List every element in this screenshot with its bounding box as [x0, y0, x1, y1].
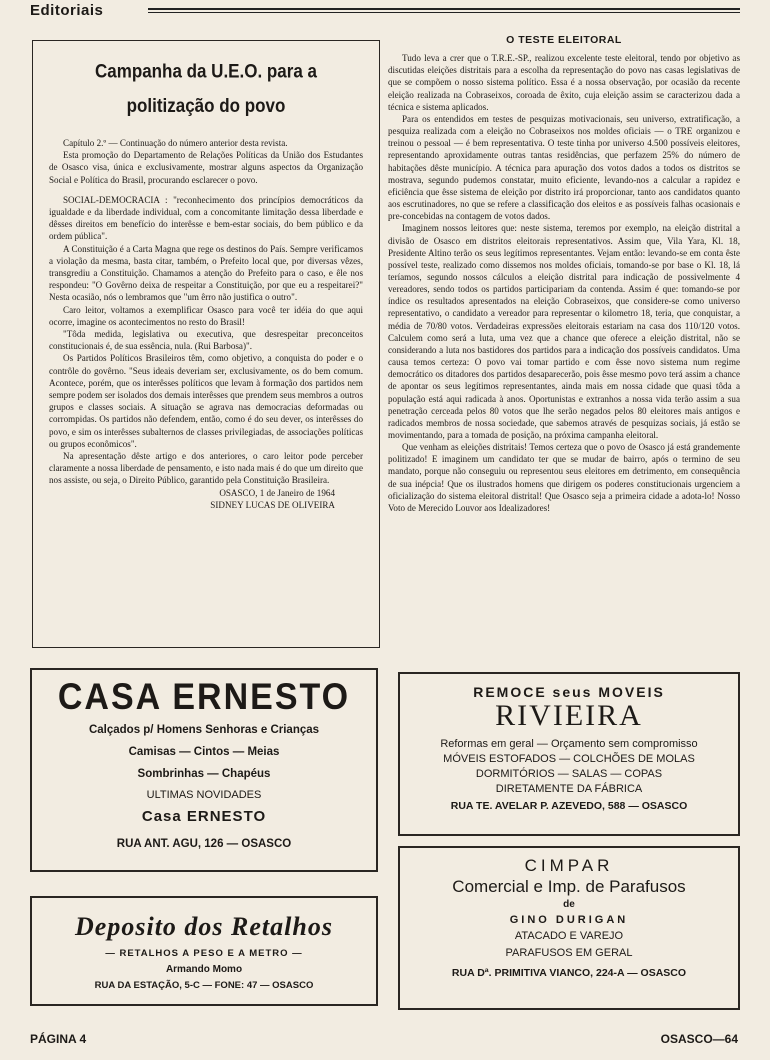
editorial-title: [33, 55, 379, 124]
page-number: PÁGINA 4: [30, 1032, 87, 1046]
ad-rivieira-line: MÓVEIS ESTOFADOS — COLCHÕES DE MOLAS: [443, 753, 695, 765]
editorial-paragraph: Esta promoção do Departamento de Relações Políticas da União dos Estudantes de Osasco visa, única e exclusivamente, mostrar alguns aspectos da Organização Social e Política do Brasil, procurando esclarecer o povo.: [49, 150, 363, 185]
ad-ernesto-address: RUA ANT. AGU, 126 — OSASCO: [116, 838, 292, 850]
editorial-article-box: [32, 40, 380, 648]
article-paragraph: Para os entendidos em testes de pesquizas motivacionais, seu universo, extratificação, a pesquiza realizada com a eleição no Cobraseixos nos moldes oficiais — o TRE organizou e treinou o pessoal — é bem representativa. O teste tinha por universo 4.500 possíveis eleitores, representando aproxidamente outras tantas residências, que perfazem 25% do número de habitações dêste município. A técnica para apuração dos votos dados a todos os distritos se mostrava, segundo pudemos constatar, muito eficiente, levando-nos a calcular a rapidez e eficiência que êsse sistema de eleição por distrito irá proporcionar, tanto aos candidatos quanto aos escrutinadores, no que se refere a classificação dos eleitos e as possíveis falhas ocasionais e pre-concebidas na contagem de votos dados.: [388, 113, 740, 222]
ad-rivieira-address: RUA TE. AVELAR P. AZEVEDO, 588 — OSASCO: [450, 800, 688, 812]
editorial-body: [49, 137, 363, 511]
editorial-paragraph: Caro leitor, voltamos a exemplificar Osasco para você ter idéia do que aqui ocorre, imagine os acontecimentos no resto do Brasil!: [49, 304, 363, 327]
page-header: [30, 2, 740, 18]
ad-deposito-retalhos: [30, 896, 378, 1006]
editorial-paragraph: "Tôda medida, legislativa ou executiva, que desrespeitar preconceitos constitucionais é, de sua essência, nula. (Rui Barbosa)".: [49, 329, 363, 352]
editorial-title-line-2: politização do povo: [126, 94, 286, 117]
ad-rivieira-title: RIVIEIRA: [495, 699, 643, 732]
editorial-date: OSASCO, 1 de Janeiro de 1964: [219, 487, 335, 498]
ad-cimpar-line: de: [563, 899, 575, 910]
ad-rivieira-line: DORMITÓRIOS — SALAS — COPAS: [475, 768, 663, 780]
editorial-paragraph: A Constituição é a Carta Magna que rege os destinos do País. Sempre verificamos a violação da mesma, basta citar, também, o Prefeito local que, por diversas vêzes, transgrediu a Constituição. Chamamos a atenção do Prefeito para o caso, e êle nos respondeu: "O Govêrno deixa de respeitar a Constituição, por que eu a respeitarei?" Nesta ocasião, nós o lembramos que "um êrro não justifica o outro".: [49, 243, 363, 303]
ad-rivieira-line: DIRETAMENTE DA FÁBRICA: [495, 783, 643, 795]
ad-ernesto-title: CASA ERNESTO: [57, 676, 351, 718]
article-paragraph: Que venham as eleições distritais! Temos certeza que o povo de Osasco já está grandemente politizado! E imaginem um candidato ter que se mudar de bairro, após o termino de seu mandato, porque não conseguiu ou representou seus eleitores em detrimento, em consequência de sua inépcia! Que os ilustrados homens que dirigem os poderes constitucionais urgenciem a oficialização do sistema eleitoral distrital! Que Osasco seja a primeira cidade a adota-lo! Nosso Voto de Merecido Louvor aos Idealizadores!: [388, 442, 740, 513]
ad-casa-ernesto: [30, 668, 378, 872]
ad-cimpar-address: RUA Dª. PRIMITIVA VIANCO, 224-A — OSASCO: [451, 967, 687, 979]
editorial-paragraph: SOCIAL-DEMOCRACIA : "reconhecimento dos princípios democráticos da igualdade e da liberdade individual, com a concomitante limitação dessa liberdade e dêsses direitos em benefício do interêsse e bem-estar sociais, do bem público e da ordem pública".: [49, 194, 363, 242]
article-paragraph: Tudo leva a crer que o T.R.E.-SP., realizou excelente teste eleitoral, tendo por objetivo as discutidas eleições distritais para a escolha da representação do povo nas casas legislativas de que se compõem o nosso sistema político. Essa é a nossa observação, por ocasião da recente eleição realizada na Cobraseixos, coroada de êxito, cuja eleição assim se caracterizou dada a técnica e sistema aplicados.: [388, 53, 740, 112]
editorial-author: SIDNEY LUCAS DE OLIVEIRA: [210, 499, 335, 510]
ad-rivieira: [398, 672, 740, 836]
ad-ernesto-line: Sombrinhas — Chapéus: [137, 768, 271, 780]
header-rule: [148, 8, 740, 13]
ad-ernesto-line: Camisas — Cintos — Meias: [128, 746, 280, 758]
electoral-test-article: [388, 30, 740, 514]
ad-ernesto-line: Calçados p/ Homens Senhoras e Crianças: [88, 724, 320, 736]
ad-retalhos-address: RUA DA ESTAÇÃO, 5-C — FONE: 47 — OSASCO: [94, 980, 314, 991]
ad-cimpar-line: ATACADO E VAREJO: [514, 930, 624, 942]
editorial-title-line-1: Campanha da U.E.O. para a: [94, 60, 317, 83]
article-paragraph: Imaginem nossos leitores que: neste sistema, teremos por exemplo, na eleição distrital a divisão de Osasco em distritos eleitorais representativos. Assim que, Vila Yara, Kl. 18, Presidente Altino terão os seus legítimos representantes. Vejam então: levando-se em conta êste possível teste, realizado como dissemos nos moldes oficiais, tomando-se por base o Kl. 18, lá teríamos, segundo nossos cálculos a eleição distrital para indicação de possivelmente 4 vereadores, sendo todos os partidos participariam da contenda. Assim é que: tomando-se por índice os resultados apresentados na eleição Cobraseixos, que considere-se como universo representativo, o candidato a vereador para representar o kilometro 18, teria, que conquistar, a média de 70/80 votos. Verdadeiras expressões eleitorais estariam na casa dos 110/120 votos. Calculem como será a luta, uma vez que a chance que oferece a eleição distrital, não se considerando a luta nos bastidores dos partidos para a indicação dos possíveis candidatos. Uma causa temos certeza: O povo vai tomar partido e com êsse novo sistema num regime democrático os ditadores dos partidos desaparecerão, pois êsse mesmo povo terá assim a chance de apontar os seus legítimos representantes, ainda mais em nossa cidade que quasi tôda a população está aqui radicada à anos. Oportunistas e extranhos a nossa vida terão assim a sua penetração cerceada pelos 80 votos que lhe serão negados pelos 80 eleitores mais antigos e radicados membros de nossa sociedade, que sabemos através de pesquizas sociais, já estão se movimentando, para a tomada de posição, na próxima campanha eleitoral.: [388, 223, 740, 440]
editorial-paragraph: Capítulo 2.º — Continuação do número anterior desta revista.: [63, 138, 288, 148]
ad-cimpar: [398, 846, 740, 1010]
ad-cimpar-line: PARAFUSOS EM GERAL: [505, 947, 633, 959]
footer-issue: OSASCO—64: [660, 1032, 738, 1046]
ad-cimpar-subtitle: Comercial e Imp. de Parafusos: [452, 877, 686, 896]
ad-ernesto-line: ULTIMAS NOVIDADES: [146, 789, 262, 801]
ad-retalhos-owner: Armando Momo: [165, 964, 243, 975]
ad-rivieira-line: Reformas em geral — Orçamento sem compromisso: [440, 738, 698, 750]
section-title: Editoriais: [30, 2, 104, 19]
editorial-paragraph: Os Partidos Políticos Brasileiros têm, como objetivo, a conquista do poder e o contrôle do govêrno. "Seus ideais deveriam ser, exclusivamente, os do bem comum. Acontece, porém, que os interêsses políticos que levam à formação dos partidos nem sempre podem ser isolados dos demais interêsses que prendem seus membros a outros grupos e classes sociais. A situação se agrava nas democracias deformadas ou corrompidas. Os partidos não defendem, então, como é do seu dever, os interêsses do povo, e sim os interêsses subalternos de classes privilegiadas, de associações políticas ou grupos econômicos".: [49, 353, 363, 449]
editorial-paragraph: Na apresentação dêste artigo e dos anteriores, o caro leitor pode perceber claramente a nossa liberdade de pensamento, e isto nada mais é do que um direito que nos assiste, ou seja, o Direito Público, garantido pela Constituição Brasileira.: [49, 451, 363, 486]
electoral-test-title: O TESTE ELEITORAL: [506, 34, 622, 46]
ad-retalhos-line: — RETALHOS A PESO E A METRO —: [105, 948, 303, 959]
ad-ernesto-name: Casa ERNESTO: [141, 808, 267, 825]
ad-cimpar-owner: GINO DURIGAN: [509, 914, 629, 926]
ad-rivieira-headline: REMOCE seus MOVEIS: [473, 684, 665, 700]
ad-cimpar-title: CIMPAR: [524, 856, 614, 875]
ad-retalhos-title: Deposito dos Retalhos: [75, 912, 333, 941]
